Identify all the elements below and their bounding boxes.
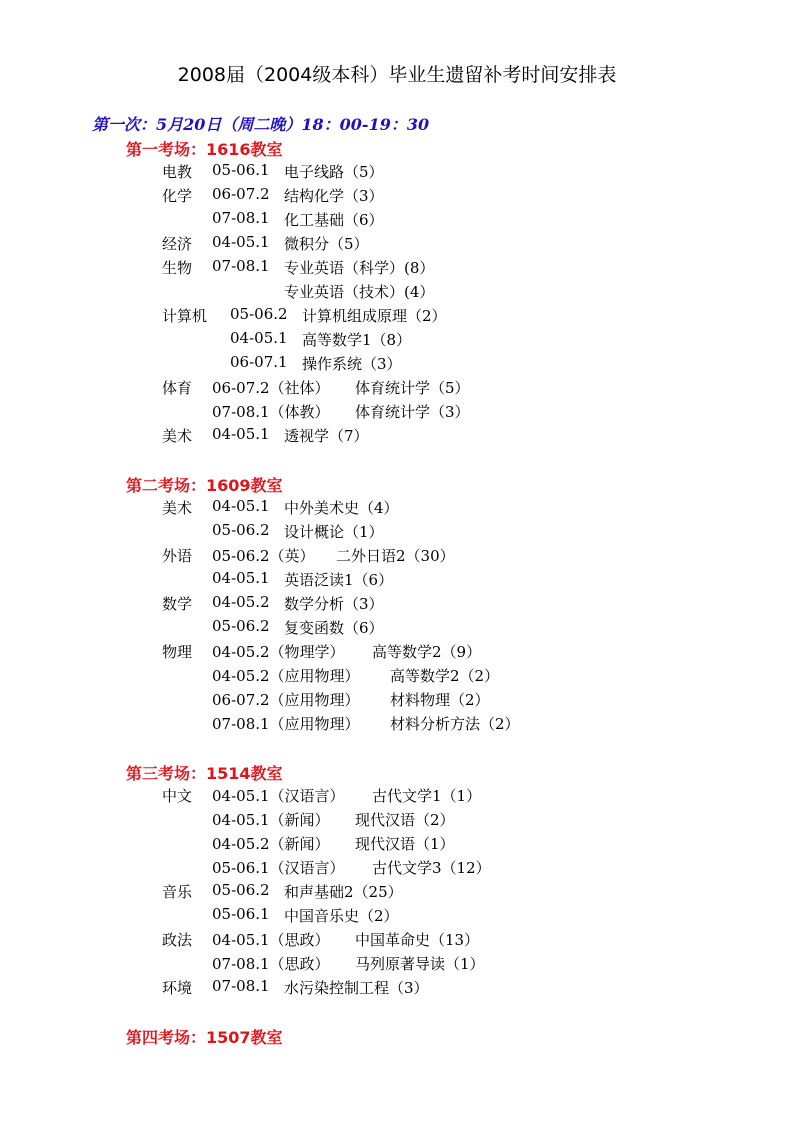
course-cell: 计算机组成原理（2） xyxy=(302,307,447,325)
course-cell: 马列原著导读（1） xyxy=(355,955,485,973)
class-cell: 05-06.1 xyxy=(212,905,270,923)
department-cell: 生物 xyxy=(162,259,193,277)
course-cell: 微积分（5） xyxy=(284,235,369,253)
class-cell: 05-06.2 xyxy=(212,617,270,635)
class-cell: 05-06.1（汉语言） xyxy=(212,859,345,877)
class-cell: 04-05.2 xyxy=(212,593,270,611)
schedule-row xyxy=(0,305,794,329)
department-cell: 外语 xyxy=(162,547,193,565)
course-cell: 设计概论（1） xyxy=(284,523,384,541)
course-cell: 古代文学3（12） xyxy=(372,859,491,877)
class-cell: 07-08.1 xyxy=(212,257,270,275)
class-cell: 04-05.2（物理学） xyxy=(212,643,345,661)
class-cell: 06-07.2（应用物理） xyxy=(212,691,360,709)
course-cell: 中外美术史（4） xyxy=(284,499,399,517)
schedule-row xyxy=(0,665,794,689)
class-cell: 04-05.2（应用物理） xyxy=(212,667,360,685)
course-cell: 化工基础（6） xyxy=(284,211,384,229)
class-cell: 04-05.1 xyxy=(212,497,270,515)
room-title: 第四考场：1507教室 xyxy=(126,1028,283,1047)
class-cell: 04-05.1 xyxy=(212,233,270,251)
document-title: 2008届（2004级本科）毕业生遗留补考时间安排表 xyxy=(177,64,617,86)
course-cell: 操作系统（3） xyxy=(302,355,402,373)
schedule-row xyxy=(0,401,794,425)
schedule-row xyxy=(0,641,794,665)
course-cell: 材料分析方法（2） xyxy=(390,715,520,733)
class-cell: 05-06.2（英） xyxy=(212,547,315,565)
schedule-row xyxy=(0,497,794,521)
schedule-row xyxy=(0,257,794,281)
department-cell: 中文 xyxy=(162,787,193,805)
class-cell: 05-06.1 xyxy=(212,161,270,179)
class-cell: 04-05.1 xyxy=(212,425,270,443)
course-cell: 高等数学1（8） xyxy=(302,331,412,349)
schedule-row xyxy=(0,905,794,929)
class-cell: 07-08.1（思政） xyxy=(212,955,330,973)
schedule-row xyxy=(0,161,794,185)
department-cell: 环境 xyxy=(162,979,193,997)
course-cell: 古代文学1（1） xyxy=(372,787,482,805)
course-cell: 结构化学（3） xyxy=(284,187,384,205)
course-cell: 材料物理（2） xyxy=(390,691,490,709)
class-cell: 07-08.1 xyxy=(212,209,270,227)
class-cell: 05-06.2 xyxy=(230,305,288,323)
schedule-row xyxy=(0,857,794,881)
schedule-row xyxy=(0,521,794,545)
schedule-row xyxy=(0,713,794,737)
course-cell: 数学分析（3） xyxy=(284,595,384,613)
class-cell: 07-08.1 xyxy=(212,977,270,995)
course-cell: 现代汉语（2） xyxy=(355,811,455,829)
schedule-row xyxy=(0,377,794,401)
session-heading: 第一次：5月20日（周二晚）18：00-19：30 xyxy=(92,115,430,134)
class-cell: 06-07.2（社体） xyxy=(212,379,330,397)
schedule-row xyxy=(0,569,794,593)
course-cell: 中国音乐史（2） xyxy=(284,907,399,925)
class-cell: 04-05.1 xyxy=(212,569,270,587)
course-cell: 专业英语（技术）(4） xyxy=(284,283,435,301)
course-cell: 专业英语（科学）(8） xyxy=(284,259,435,277)
department-cell: 化学 xyxy=(162,187,193,205)
room-title: 第二考场：1609教室 xyxy=(126,476,283,495)
schedule-row xyxy=(0,281,794,305)
department-cell: 美术 xyxy=(162,427,193,445)
department-cell: 美术 xyxy=(162,499,193,517)
department-cell: 音乐 xyxy=(162,883,193,901)
schedule-row xyxy=(0,209,794,233)
class-cell: 04-05.1（新闻） xyxy=(212,811,330,829)
schedule-row xyxy=(0,233,794,257)
class-cell: 04-05.1 xyxy=(230,329,288,347)
course-cell: 透视学（7） xyxy=(284,427,369,445)
course-cell: 二外日语2（30） xyxy=(336,547,455,565)
course-cell: 电子线路（5） xyxy=(284,163,384,181)
department-cell: 物理 xyxy=(162,643,193,661)
schedule-row xyxy=(0,929,794,953)
course-cell: 高等数学2（2） xyxy=(390,667,500,685)
schedule-row xyxy=(0,785,794,809)
class-cell: 07-08.1（应用物理） xyxy=(212,715,360,733)
department-cell: 经济 xyxy=(162,235,193,253)
schedule-row xyxy=(0,425,794,449)
class-cell: 04-05.2（新闻） xyxy=(212,835,330,853)
course-cell: 中国革命史（13） xyxy=(355,931,480,949)
department-cell: 数学 xyxy=(162,595,193,613)
schedule-row xyxy=(0,353,794,377)
class-cell: 04-05.1（汉语言） xyxy=(212,787,345,805)
course-cell: 高等数学2（9） xyxy=(372,643,482,661)
class-cell: 04-05.1（思政） xyxy=(212,931,330,949)
schedule-row xyxy=(0,545,794,569)
department-cell: 计算机 xyxy=(162,307,208,325)
schedule-row xyxy=(0,593,794,617)
course-cell: 和声基础2（25） xyxy=(284,883,403,901)
schedule-row xyxy=(0,977,794,1001)
department-cell: 电教 xyxy=(162,163,193,181)
class-cell: 06-07.2 xyxy=(212,185,270,203)
department-cell: 政法 xyxy=(162,931,193,949)
schedule-row xyxy=(0,689,794,713)
department-cell: 体育 xyxy=(162,379,193,397)
schedule-row xyxy=(0,809,794,833)
room-title: 第一考场：1616教室 xyxy=(126,140,283,159)
course-cell: 体育统计学（5） xyxy=(355,379,470,397)
course-cell: 复变函数（6） xyxy=(284,619,384,637)
schedule-row xyxy=(0,329,794,353)
class-cell: 05-06.2 xyxy=(212,881,270,899)
class-cell: 06-07.1 xyxy=(230,353,288,371)
course-cell: 水污染控制工程（3） xyxy=(284,979,429,997)
course-cell: 现代汉语（1） xyxy=(355,835,455,853)
schedule-row xyxy=(0,833,794,857)
class-cell: 05-06.2 xyxy=(212,521,270,539)
schedule-row xyxy=(0,185,794,209)
class-cell: 07-08.1（体教） xyxy=(212,403,330,421)
schedule-row xyxy=(0,617,794,641)
course-cell: 英语泛读1（6） xyxy=(284,571,394,589)
room-title: 第三考场：1514教室 xyxy=(126,764,283,783)
schedule-row xyxy=(0,953,794,977)
schedule-row xyxy=(0,881,794,905)
course-cell: 体育统计学（3） xyxy=(355,403,470,421)
